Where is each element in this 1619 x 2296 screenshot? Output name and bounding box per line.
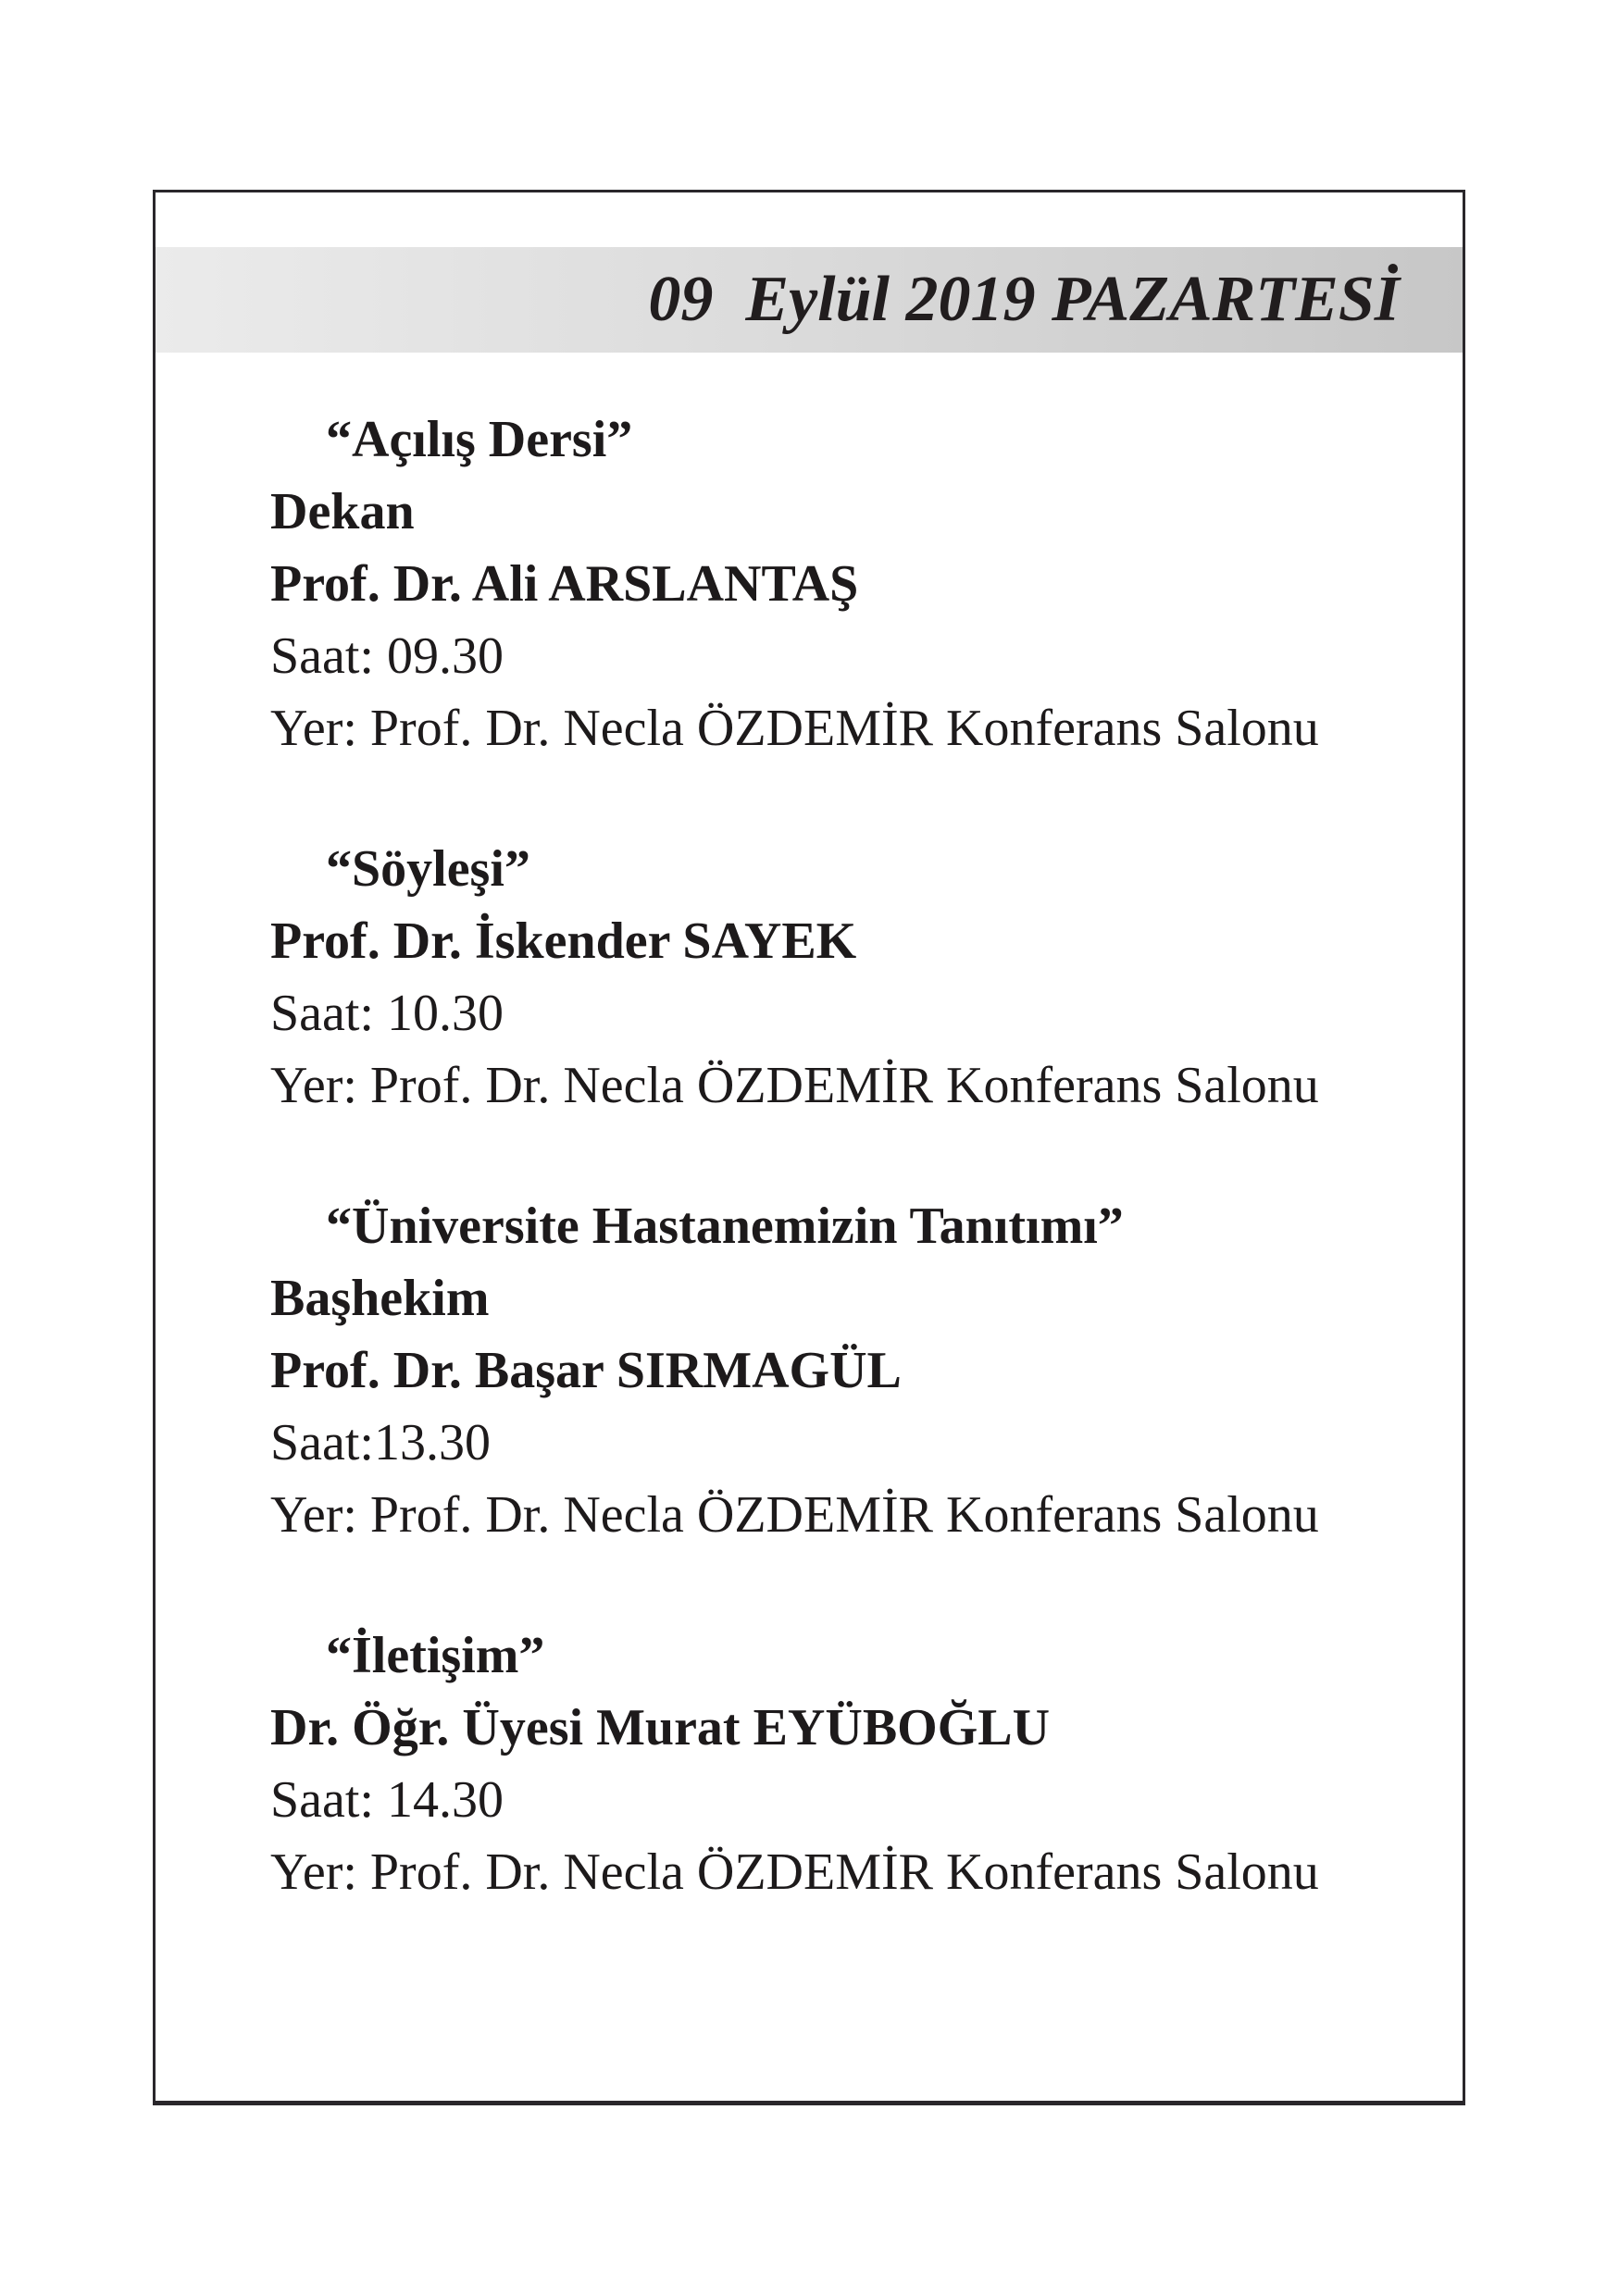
event-time: Saat: 09.30 <box>270 627 504 685</box>
date-banner-label: 09 Eylül 2019 PAZARTESİ <box>648 264 1400 335</box>
event-venue: Yer: Prof. Dr. Necla ÖZDEMİR Konferans Salonu <box>270 1486 1319 1544</box>
event-block-iletisim <box>270 1620 1407 1908</box>
event-venue: Yer: Prof. Dr. Necla ÖZDEMİR Konferans Salonu <box>270 1057 1319 1114</box>
page-border-frame <box>153 190 1465 2105</box>
program-content <box>156 353 1463 1908</box>
event-time: Saat: 10.30 <box>270 985 504 1042</box>
event-title: “İletişim” <box>326 1627 545 1684</box>
date-banner <box>156 247 1463 353</box>
event-block-acilis-dersi <box>270 403 1407 764</box>
event-role: Dekan <box>270 483 415 540</box>
event-title: “Açılış Dersi” <box>326 411 633 468</box>
event-title: “Söyleşi” <box>326 840 530 898</box>
event-title: “Üniversite Hastanemizin Tanıtımı” <box>326 1198 1124 1255</box>
event-speaker: Prof. Dr. İskender SAYEK <box>270 912 857 970</box>
event-venue: Yer: Prof. Dr. Necla ÖZDEMİR Konferans Salonu <box>270 700 1319 757</box>
event-block-hastane-tanitimi <box>270 1190 1407 1551</box>
event-role: Başhekim <box>270 1270 490 1327</box>
event-block-soylesi <box>270 833 1407 1122</box>
event-time: Saat: 14.30 <box>270 1771 504 1829</box>
event-speaker: Prof. Dr. Ali ARSLANTAŞ <box>270 555 859 613</box>
event-venue: Yer: Prof. Dr. Necla ÖZDEMİR Konferans Salonu <box>270 1843 1319 1901</box>
event-speaker: Prof. Dr. Başar SIRMAGÜL <box>270 1342 902 1399</box>
event-speaker: Dr. Öğr. Üyesi Murat EYÜBOĞLU <box>270 1699 1051 1756</box>
event-time: Saat:13.30 <box>270 1414 491 1471</box>
